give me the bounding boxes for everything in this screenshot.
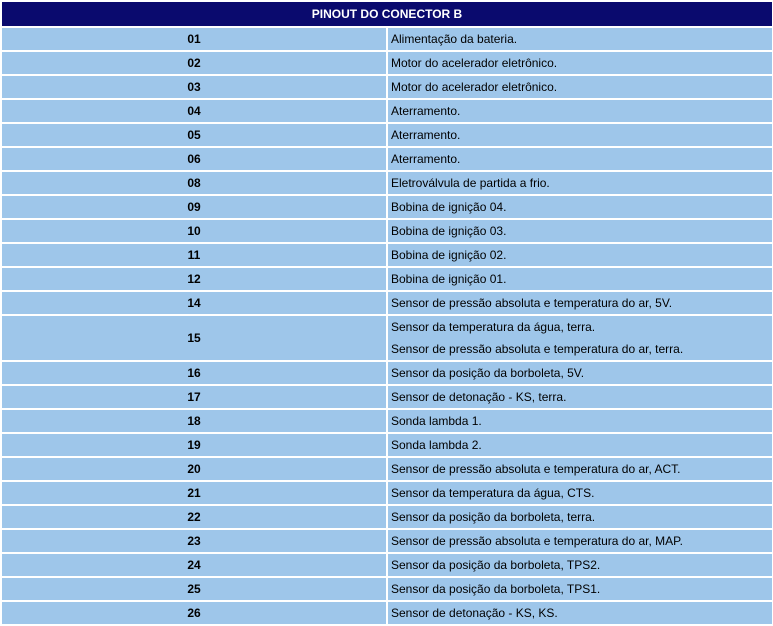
pin-description xyxy=(387,99,772,123)
table-row xyxy=(2,457,772,481)
pin-number: 04 xyxy=(2,99,387,123)
pin-description xyxy=(387,195,772,219)
table-row xyxy=(2,243,772,267)
pin-description xyxy=(387,505,772,529)
pin-number: 26 xyxy=(2,601,387,625)
pin-description xyxy=(387,433,772,457)
table-row xyxy=(2,385,772,409)
pin-number: 02 xyxy=(2,51,387,75)
table-header-row xyxy=(2,2,772,27)
pin-description xyxy=(387,27,772,51)
table-row xyxy=(2,195,772,219)
pin-description xyxy=(387,171,772,195)
table-body xyxy=(2,27,772,625)
table-title: PINOUT DO CONECTOR B xyxy=(2,2,772,27)
pin-description xyxy=(387,577,772,601)
pin-description-line: Sensor da posição da borboleta, terra. xyxy=(391,510,596,524)
pin-description-line: Bobina de ignição 01. xyxy=(391,272,507,286)
table-row xyxy=(2,123,772,147)
pin-description xyxy=(387,243,772,267)
pin-description-line: Sonda lambda 1. xyxy=(391,414,482,428)
pin-number: 14 xyxy=(2,291,387,315)
pin-number: 20 xyxy=(2,457,387,481)
pin-description-line: Sensor de detonação - KS, KS. xyxy=(391,606,558,620)
pin-number: 06 xyxy=(2,147,387,171)
table-row xyxy=(2,51,772,75)
pin-description xyxy=(387,481,772,505)
pin-description-line: Sonda lambda 2. xyxy=(391,438,482,452)
pin-description-line: Sensor de pressão absoluta e temperatura do ar, terra. xyxy=(391,342,684,356)
pin-description-line: Motor do acelerador eletrônico. xyxy=(391,80,558,94)
pin-number: 05 xyxy=(2,123,387,147)
pin-number: 15 xyxy=(2,315,387,361)
table-row xyxy=(2,553,772,577)
pin-number: 12 xyxy=(2,267,387,291)
pin-description xyxy=(387,385,772,409)
table-row xyxy=(2,219,772,243)
pin-number: 10 xyxy=(2,219,387,243)
pin-description xyxy=(387,75,772,99)
pin-description xyxy=(387,361,772,385)
table-row xyxy=(2,481,772,505)
table-row xyxy=(2,291,772,315)
pin-description-line: Sensor da temperatura da água, CTS. xyxy=(391,486,595,500)
pin-number: 16 xyxy=(2,361,387,385)
pin-description-line: Alimentação da bateria. xyxy=(391,32,518,46)
table-row xyxy=(2,147,772,171)
pin-number: 19 xyxy=(2,433,387,457)
pin-description-line: Sensor de pressão absoluta e temperatura do ar, MAP. xyxy=(391,534,683,548)
pin-description-line: Sensor da posição da borboleta, 5V. xyxy=(391,366,585,380)
table-row xyxy=(2,505,772,529)
pin-number: 25 xyxy=(2,577,387,601)
pin-number: 22 xyxy=(2,505,387,529)
pin-description xyxy=(387,219,772,243)
pin-description xyxy=(387,409,772,433)
pin-number: 24 xyxy=(2,553,387,577)
pin-description-line: Bobina de ignição 03. xyxy=(391,224,507,238)
pin-description xyxy=(387,553,772,577)
pin-number: 03 xyxy=(2,75,387,99)
pin-description-line: Aterramento. xyxy=(391,104,461,118)
table-row xyxy=(2,27,772,51)
pin-description-line: Sensor de detonação - KS, terra. xyxy=(391,390,567,404)
table-row xyxy=(2,601,772,625)
pin-number: 09 xyxy=(2,195,387,219)
pin-description-line: Sensor da posição da borboleta, TPS1. xyxy=(391,582,601,596)
pin-description-line: Eletroválvula de partida a frio. xyxy=(391,176,550,190)
pinout-table xyxy=(2,2,772,626)
table-row xyxy=(2,577,772,601)
pin-description xyxy=(387,267,772,291)
pin-description-line: Aterramento. xyxy=(391,152,461,166)
pin-description-line: Sensor de pressão absoluta e temperatura do ar, 5V. xyxy=(391,296,673,310)
pin-description xyxy=(387,51,772,75)
table-row xyxy=(2,171,772,195)
table-row xyxy=(2,433,772,457)
pin-description-line: Aterramento. xyxy=(391,128,461,142)
table-row xyxy=(2,267,772,291)
pin-number: 11 xyxy=(2,243,387,267)
pin-description-line: Sensor de pressão absoluta e temperatura do ar, ACT. xyxy=(391,462,681,476)
pin-description xyxy=(387,601,772,625)
pin-description-line: Sensor da temperatura da água, terra. xyxy=(391,320,596,334)
pin-number: 23 xyxy=(2,529,387,553)
pin-description xyxy=(387,147,772,171)
pin-description xyxy=(387,315,772,361)
pin-description xyxy=(387,291,772,315)
table-row xyxy=(2,361,772,385)
pin-number: 18 xyxy=(2,409,387,433)
pin-number: 01 xyxy=(2,27,387,51)
pin-description xyxy=(387,529,772,553)
pin-description xyxy=(387,123,772,147)
table-row xyxy=(2,99,772,123)
table-row xyxy=(2,409,772,433)
pin-description-line: Bobina de ignição 04. xyxy=(391,200,507,214)
table-row xyxy=(2,529,772,553)
pin-description-line: Bobina de ignição 02. xyxy=(391,248,507,262)
table-row xyxy=(2,315,772,361)
pin-description-line: Sensor da posição da borboleta, TPS2. xyxy=(391,558,601,572)
pin-number: 17 xyxy=(2,385,387,409)
pin-number: 21 xyxy=(2,481,387,505)
pin-description-line: Motor do acelerador eletrônico. xyxy=(391,56,558,70)
pin-number: 08 xyxy=(2,171,387,195)
table-row xyxy=(2,75,772,99)
pin-description xyxy=(387,457,772,481)
